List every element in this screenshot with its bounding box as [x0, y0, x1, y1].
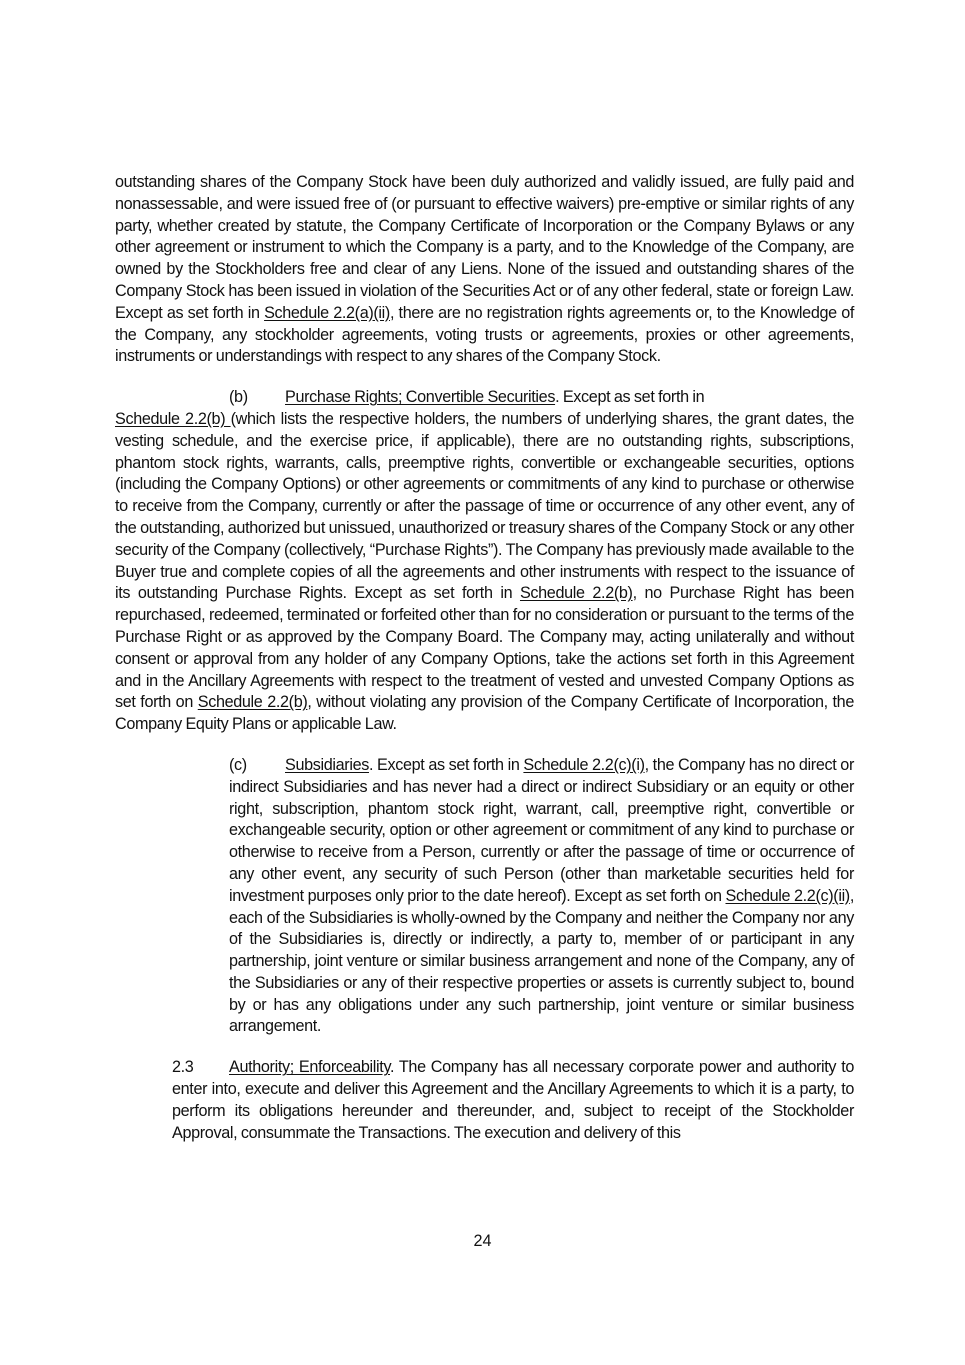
section-authority-enforceability: [115, 1057, 854, 1144]
schedule-reference: Schedule 2.2(c)(i): [523, 755, 645, 774]
paragraph-text: , without violating any provision of the Company Certificate of Incorporation, the Company Equity Plans or applicable Law.: [115, 693, 854, 734]
page-number: 24: [473, 1232, 492, 1250]
section-subsidiaries: [115, 755, 854, 1038]
paragraph-text: . Except as set forth in: [555, 388, 705, 407]
schedule-reference: Schedule 2.2(b): [519, 584, 633, 603]
section-heading: Subsidiaries: [285, 755, 369, 774]
paragraph-text: , there are no registration rights agreements or, to the Knowledge of the Company, any stockholder agreements, voting trusts or agreements, proxies or other agreements, instruments or understandings with respect to any shares of the Company Stock.: [115, 303, 855, 366]
paragraph-text: , each of the Subsidiaries is wholly-owned by the Company and neither the Company nor any of the Subsidiaries is, directly or indirectly, a party to, member of or participant in any partnership, joint venture or similar business arrangement and none of the Company, any of the Subsidiaries or any of their respective properties or assets is currently subject to, bound by or has any obligations under any such partnership, joint venture or similar business arrangement.: [229, 886, 855, 1036]
paragraph-outstanding-shares: [115, 172, 854, 368]
schedule-reference: Schedule 2.2(b): [197, 693, 308, 712]
schedule-reference: Schedule 2.2(c)(ii): [725, 886, 850, 905]
section-purchase-rights: [115, 387, 854, 409]
paragraph-text: outstanding shares of the Company Stock have been duly authorized and validly issued, are fully paid and nonassessable, and were issued free of (or pursuant to effective waivers) pre-emptive or similar rights of any party, whether created by statute, the Company Certificate of Incorporation or the Company Bylaws or any other agreement or instrument to which the Company is a party, and to the Knowledge of the Company, are owned by the Stockholders free and clear of any Liens. None of the issued and outstanding shares of the Company Stock has been issued in violation of the Securities Act or of any other federal, state or foreign Law. Except as set forth in: [115, 173, 854, 322]
schedule-reference: Schedule 2.2(b): [115, 409, 231, 428]
section-number: (c): [229, 755, 247, 774]
schedule-reference: Schedule 2.2(a)(ii): [264, 303, 390, 322]
paragraph-text: , the Company has no direct or indirect Subsidiaries and has never had a direct or indirect Subsidiary or an equity or other right, subscription, phantom stock right, warrant, call, preemptive right, convertible or exchangeable security, option or other agreement or commitment of any kind to purchase or otherwise to receive from a Person, currently or after the passage of time or occurrence of any other event, any security of such Person (other than marketable securities held for investment purposes only prior to the date hereof). Except as set forth on: [229, 755, 854, 905]
section-number: (b): [229, 388, 248, 407]
paragraph-text: . The Company has all necessary corporate power and authority to enter into, execute and deliver this Agreement and the Ancillary Agreements to which it is a party, to perform its obligations hereunder and thereunder, and, subject to receipt of the Stockholder Approval, consummate the Transactions. The execution and delivery of this: [172, 1058, 854, 1142]
paragraph-text: . Except as set forth in: [368, 755, 524, 774]
section-number: 2.3: [172, 1058, 194, 1077]
document-body: [115, 172, 854, 1144]
paragraph-text: (which lists the respective holders, the numbers of underlying shares, the grant dates, the vesting schedule, and the exercise price, if applicable), there are no outstanding rights, subscriptions, phantom stock rights, warrants, calls, preemptive rights, convertible or exchangeable securities, options (including the Company Options) or other agreements or commitments of any kind to purchase or otherwise to receive from the Company, currently or after the passage of time or occurrence of any other event, any of the outstanding, authorized but unissued, unauthorized or treasury shares of the Company Stock or any other security of the Company (collectively, “Purchase Rights”). The Company has previously made available to the Buyer true and complete copies of all the agreements and other instruments with respect to the issuance of its outstanding Purchase Rights. Except as set forth in: [115, 409, 854, 603]
section-purchase-rights-body: [115, 409, 854, 736]
section-heading: Authority; Enforceability: [229, 1058, 390, 1077]
section-heading: Purchase Rights; Convertible Securities: [285, 388, 556, 407]
paragraph-text: , no Purchase Right has been repurchased, redeemed, terminated or forfeited other than for no consideration or pursuant to the terms of the Purchase Right or as approved by the Company Board. The Company may, acting unilaterally and without consent or approval from any holder of any Company Options, take the actions set forth in this Agreement and in the Ancillary Agreements with respect to the treatment of vested and unvested Company Options as set forth on: [115, 584, 854, 712]
